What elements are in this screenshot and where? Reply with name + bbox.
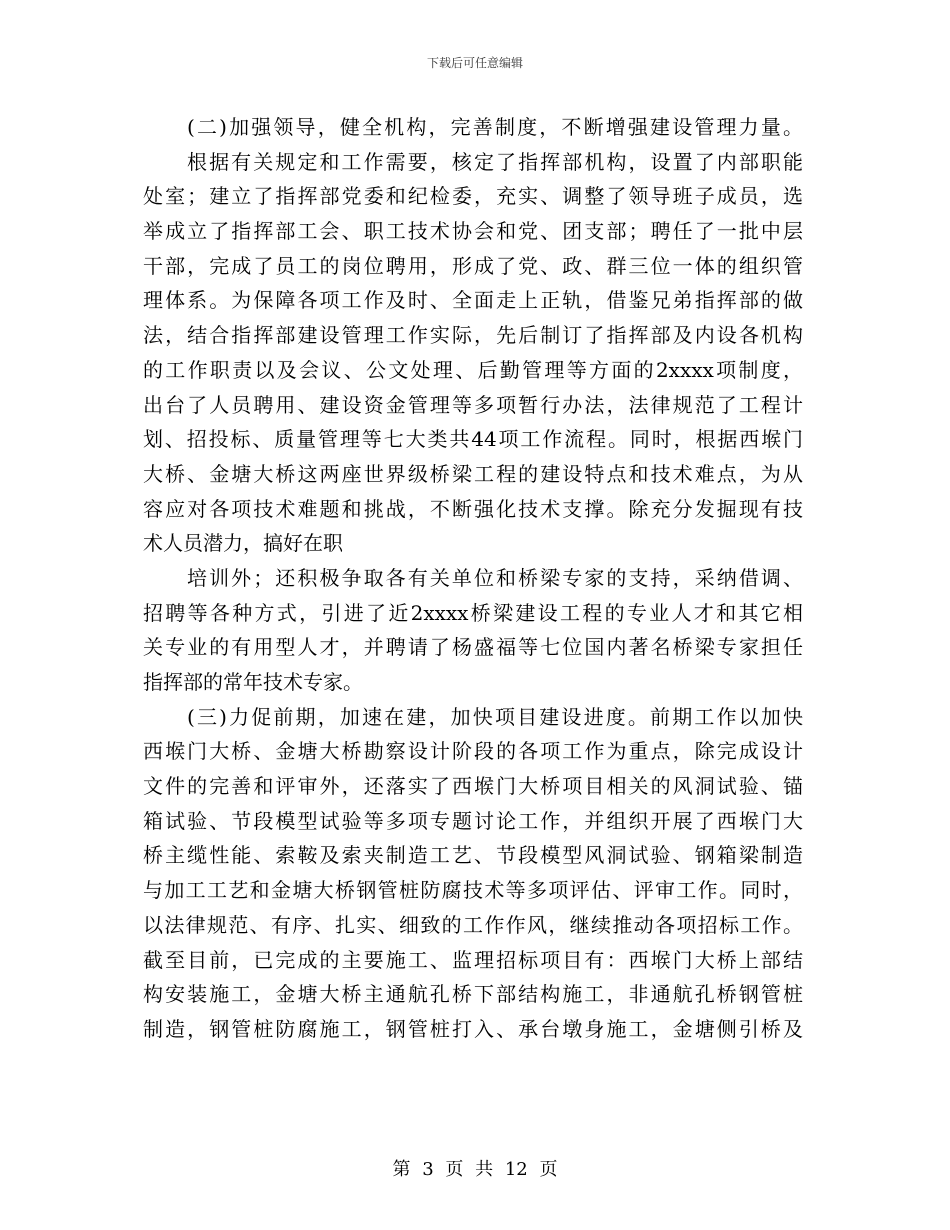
text-line: 桥主缆性能、索鞍及索夹制造工艺、节段模型风洞试验、钢箱梁制造 xyxy=(143,843,803,868)
text-line: 关专业的有用型人才，并聘请了杨盛福等七位国内著名桥梁专家担任 xyxy=(143,635,803,660)
text-line: 与加工工艺和金塘大桥钢管桩防腐技术等多项评估、评审工作。同时， xyxy=(143,878,803,903)
text-line: 理体系。为保障各项工作及时、全面走上正轨，借鉴兄弟指挥部的做 xyxy=(143,288,803,313)
paragraph-heading: (二)加强领导，健全机构，完善制度，不断增强建设管理力量。 xyxy=(187,115,803,139)
paragraph-heading: (三)力促前期，加速在建，加快项目建设进度。前期工作以加快 xyxy=(187,704,803,729)
text-line: 法，结合指挥部建设管理工作实际，先后制订了指挥部及内设各机构 xyxy=(143,323,803,348)
text-line: 容应对各项技术难题和挑战，不断强化技术支撑。除充分发掘现有技 xyxy=(143,496,803,521)
text-line: 划、招投标、质量管理等七大类共44项工作流程。同时，根据西堠门 xyxy=(143,427,803,452)
text-line: 制造，钢管桩防腐施工，钢管桩打入、承台墩身施工，金塘侧引桥及 xyxy=(143,1016,803,1041)
text-line: 术人员潜力，搞好在职 xyxy=(143,531,343,556)
document-body xyxy=(143,110,803,1047)
text-line: 箱试验、节段模型试验等多项专题讨论工作，并组织开展了西堠门大 xyxy=(143,808,803,833)
text-line: 根据有关规定和工作需要，核定了指挥部机构，设置了内部职能 xyxy=(187,149,803,174)
page-number-footer: 第 3 页 共 12 页 xyxy=(392,1159,558,1180)
text-line: 文件的完善和评审外，还落实了西堠门大桥项目相关的风洞试验、锚 xyxy=(143,774,803,799)
text-line: 大桥、金塘大桥这两座世界级桥梁工程的建设特点和技术难点，为从 xyxy=(143,461,803,486)
text-line: 举成立了指挥部工会、职工技术协会和党、团支部；聘任了一批中层 xyxy=(143,219,803,244)
text-line: 培训外；还积极争取各有关单位和桥梁专家的支持，采纳借调、 xyxy=(187,565,803,590)
text-line: 出台了人员聘用、建设资金管理等多项暂行办法，法律规范了工程计 xyxy=(143,392,803,417)
text-line: 西堠门大桥、金塘大桥勘察设计阶段的各项工作为重点，除完成设计 xyxy=(143,739,803,764)
text-line: 的工作职责以及会议、公文处理、后勤管理等方面的2xxxx项制度， xyxy=(143,357,803,382)
text-line: 指挥部的常年技术专家。 xyxy=(143,670,363,694)
page-header: 下载后可任意编辑 xyxy=(426,56,523,70)
text-line: 处室；建立了指挥部党委和纪检委，充实、调整了领导班子成员，选 xyxy=(143,184,803,209)
text-line: 截至目前，已完成的主要施工、监理招标项目有：西堠门大桥上部结 xyxy=(143,947,803,972)
text-line: 招聘等各种方式，引进了近2xxxx桥梁建设工程的专业人才和其它相 xyxy=(143,600,803,625)
text-line: 构安装施工，金塘大桥主通航孔桥下部结构施工，非通航孔桥钢管桩 xyxy=(143,982,803,1007)
text-line: 干部，完成了员工的岗位聘用，形成了党、政、群三位一体的组织管 xyxy=(143,253,803,278)
text-line: 以法律规范、有序、扎实、细致的工作作风，继续推动各项招标工作。 xyxy=(143,912,803,937)
